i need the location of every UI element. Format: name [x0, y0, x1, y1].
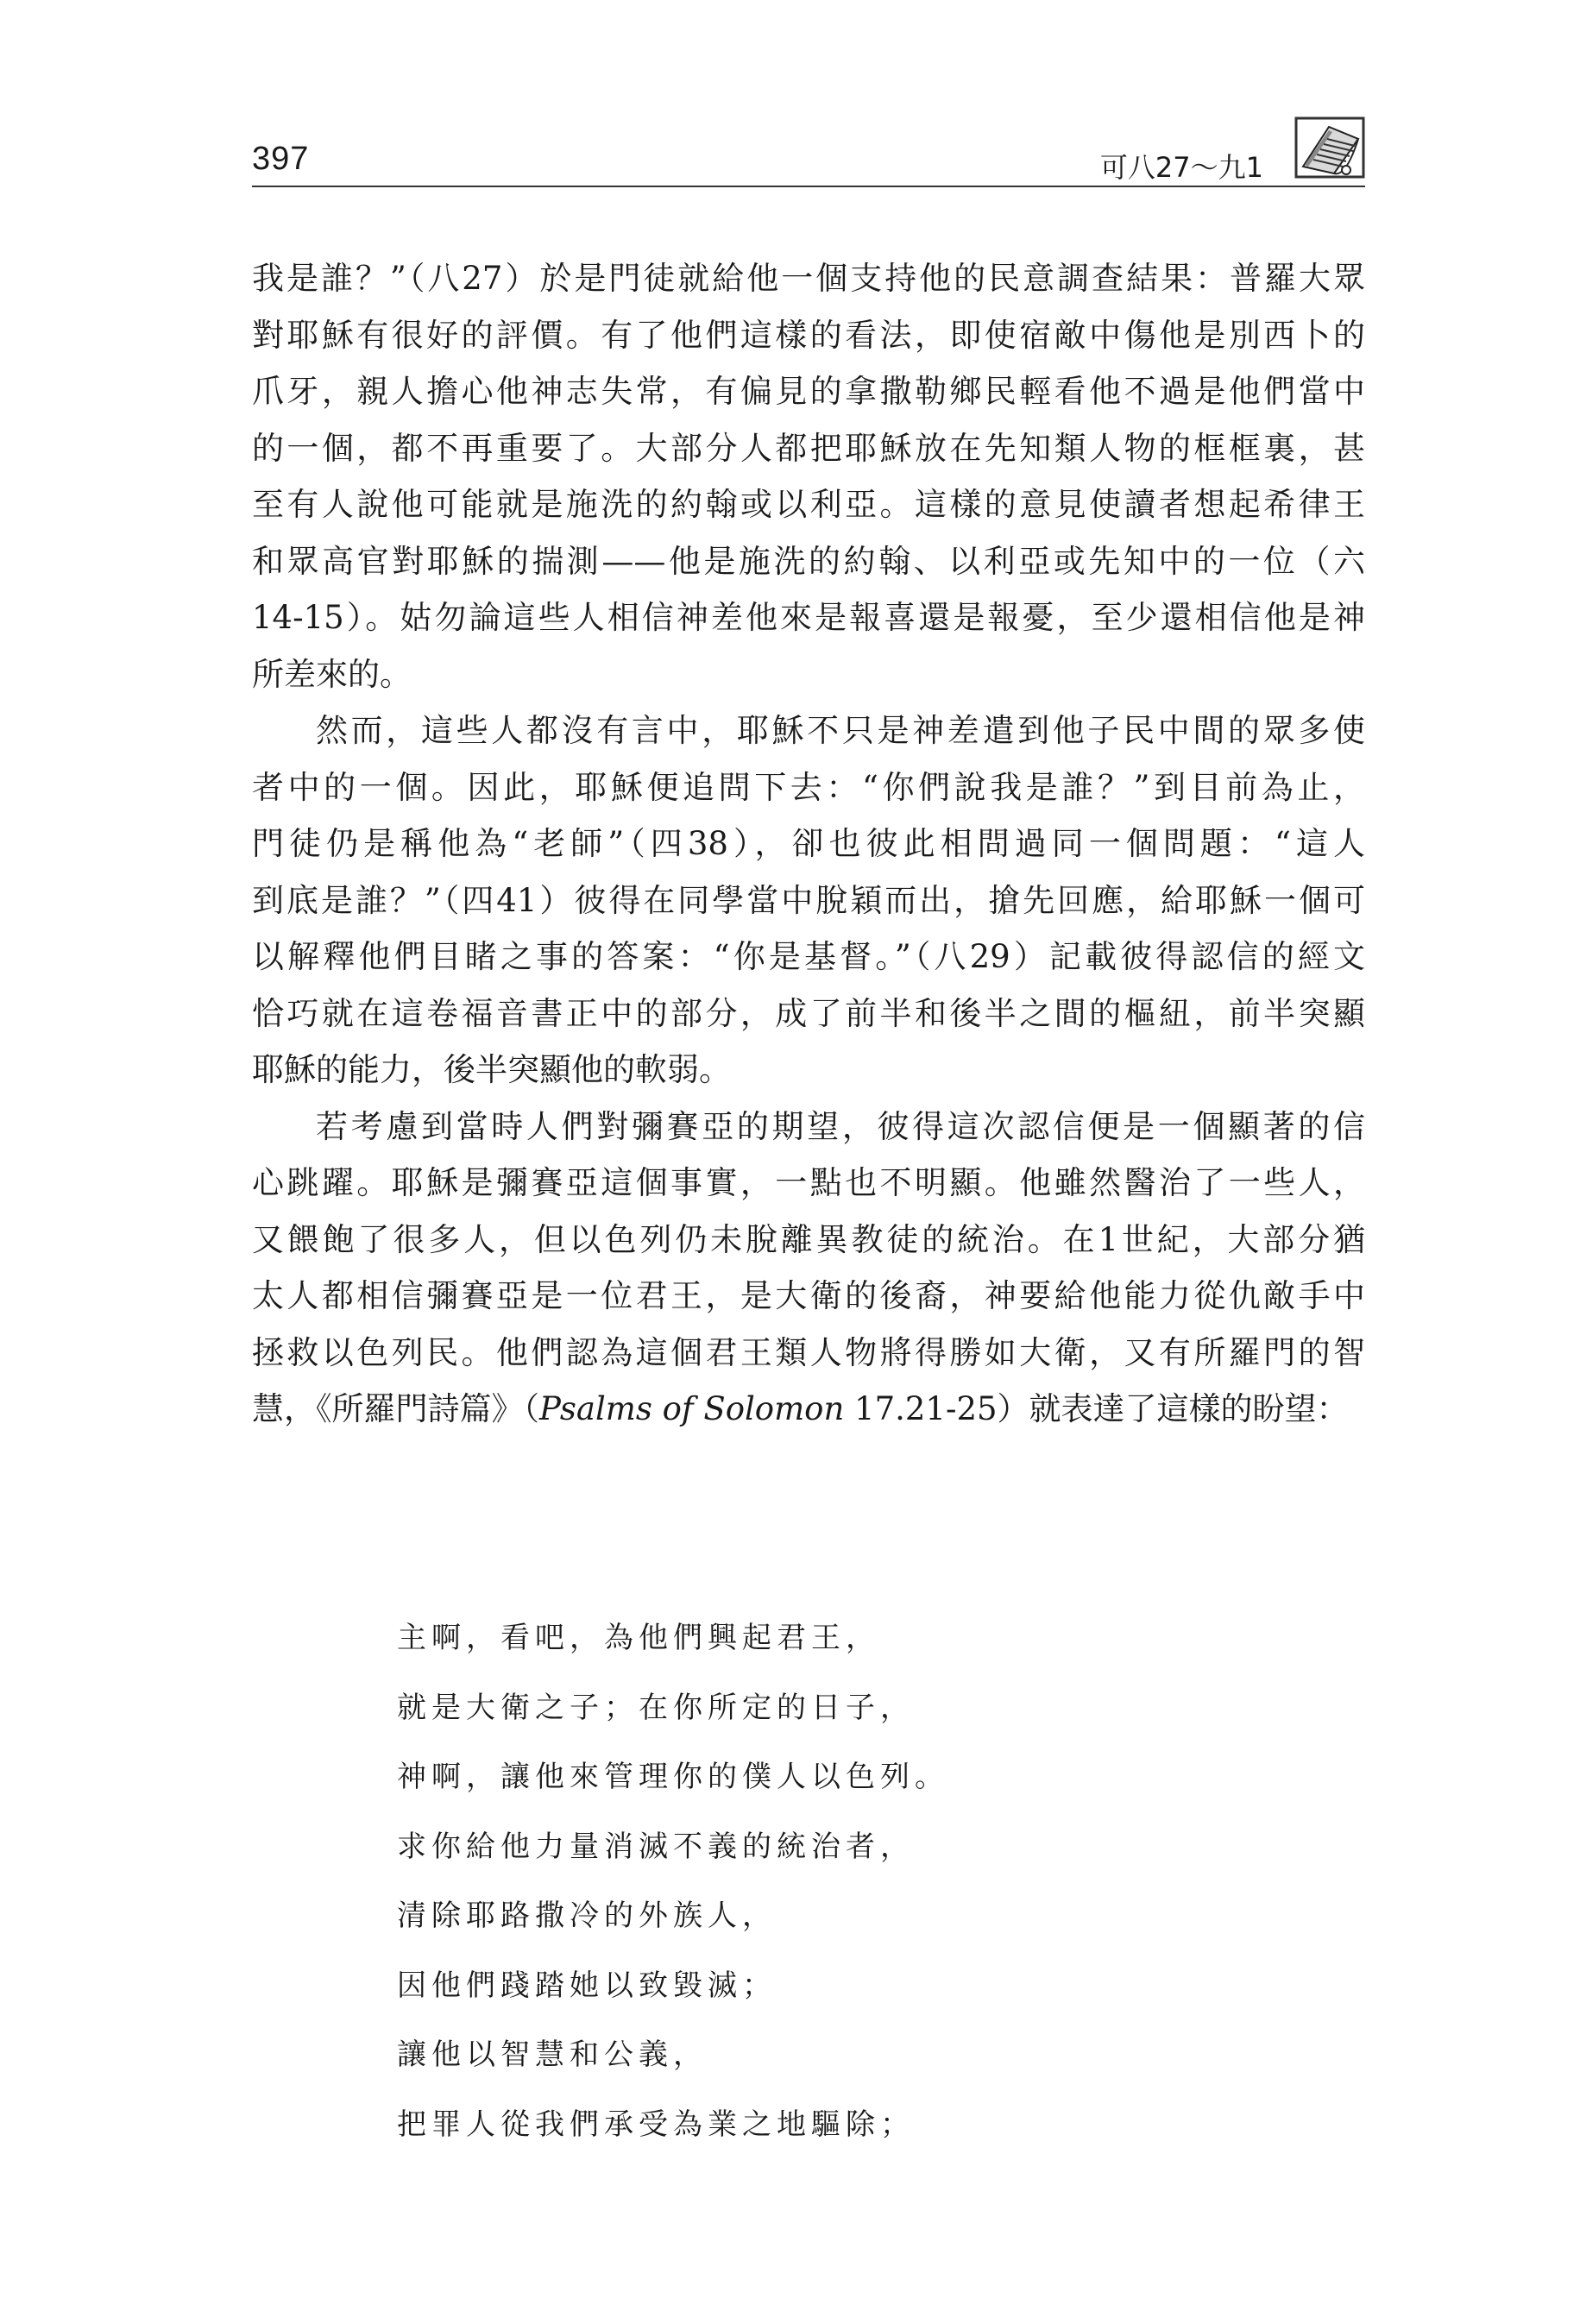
- poem-line: 主啊，看吧，為他們興起君王，: [397, 1621, 880, 1655]
- text-line: 至有人說他可能就是施洗的約翰或以利亞。這樣的意見使讀者想起希律王: [252, 486, 1365, 523]
- text-line: 太人都相信彌賽亞是一位君王，是大衛的後裔，神要給他能力從仇敵手中: [252, 1277, 1365, 1314]
- poem-line: 清除耶路撒冷的外族人，: [397, 1899, 777, 1933]
- paragraph-3: [252, 1099, 1365, 1438]
- page-header: [252, 125, 1365, 187]
- page-number: 397: [252, 141, 310, 177]
- text-line: 門徒仍是稱他為“老師”（四38），卻也彼此相問過同一個問題：“這人: [252, 825, 1365, 862]
- poem-line: 讓他以智慧和公義，: [397, 2037, 708, 2072]
- text-line: 和眾高官對耶穌的揣測——他是施洗的約翰、以利亞或先知中的一位（六: [252, 542, 1365, 580]
- paragraph-2: [252, 702, 1365, 1099]
- text-line: 然而，這些人都沒有言中，耶穌不只是神差遣到他子民中間的眾多使: [316, 712, 1365, 749]
- running-head: 可八27～九1: [1099, 151, 1263, 184]
- text-line: [252, 1381, 1365, 1438]
- text-line: 我是誰？”（八27）於是門徒就給他一個支持他的民意調查結果：普羅大眾: [252, 260, 1365, 297]
- poem-line: 神啊，讓他來管理你的僕人以色列。: [397, 1760, 949, 1794]
- text-line: 若考慮到當時人們對彌賽亞的期望，彼得這次認信便是一個顯著的信: [316, 1107, 1365, 1145]
- body-text: [252, 250, 1365, 1438]
- text-line: 爪牙，親人擔心他神志失常，有偏見的拿撒勒鄉民輕看他不過是他們當中: [252, 373, 1365, 410]
- text-segment: 慧，《所羅門詩篇》（: [252, 1390, 539, 1427]
- text-line: 耶穌的能力，後半突顯他的軟弱。: [252, 1051, 731, 1088]
- text-line: 到底是誰？”（四41）彼得在同學當中脫穎而出，搶先回應，給耶穌一個可: [252, 881, 1365, 919]
- text-line: 對耶穌有很好的評價。有了他們這樣的看法，即使宿敵中傷他是別西卜的: [252, 316, 1365, 354]
- open-scroll-book-icon: [1294, 117, 1365, 179]
- poem-quotation: [397, 1603, 949, 2159]
- poem-line: 把罪人從我們承受為業之地驅除；: [397, 2107, 915, 2142]
- text-line: 的一個，都不再重要了。大部分人都把耶穌放在先知類人物的框框裏，甚: [252, 429, 1365, 467]
- paragraph-1: [252, 250, 1365, 702]
- poem-line: 因他們踐踏她以致毀滅；: [397, 1968, 777, 2003]
- text-line: 者中的一個。因此，耶穌便追問下去：“你們說我是誰？”到目前為止，: [252, 768, 1365, 806]
- text-line: 所差來的。: [252, 655, 412, 693]
- poem-line: 求你給他力量消滅不義的統治者，: [397, 1829, 915, 1864]
- poem-line: 就是大衛之子；在你所定的日子，: [397, 1690, 915, 1725]
- text-line: 以解釋他們目睹之事的答案：“你是基督。”（八29）記載彼得認信的經文: [252, 938, 1365, 975]
- text-line: 拯救以色列民。他們認為這個君王類人物將得勝如大衛，又有所羅門的智: [252, 1333, 1365, 1371]
- text-segment: 17.21-25）就表達了這樣的盼望：: [844, 1390, 1349, 1427]
- text-line: 恰巧就在這卷福音書正中的部分，成了前半和後半之間的樞紐，前半突顯: [252, 994, 1365, 1032]
- text-line: 14-15）。姑勿論這些人相信神差他來是報喜還是報憂，至少還相信他是神: [252, 599, 1365, 636]
- citation-title: Psalms of Solomon: [539, 1390, 845, 1427]
- text-line: 心跳躍。耶穌是彌賽亞這個事實，一點也不明顯。他雖然醫治了一些人，: [252, 1164, 1365, 1201]
- text-line: 又餵飽了很多人，但以色列仍未脫離異教徒的統治。在1世紀，大部分猶: [252, 1220, 1365, 1258]
